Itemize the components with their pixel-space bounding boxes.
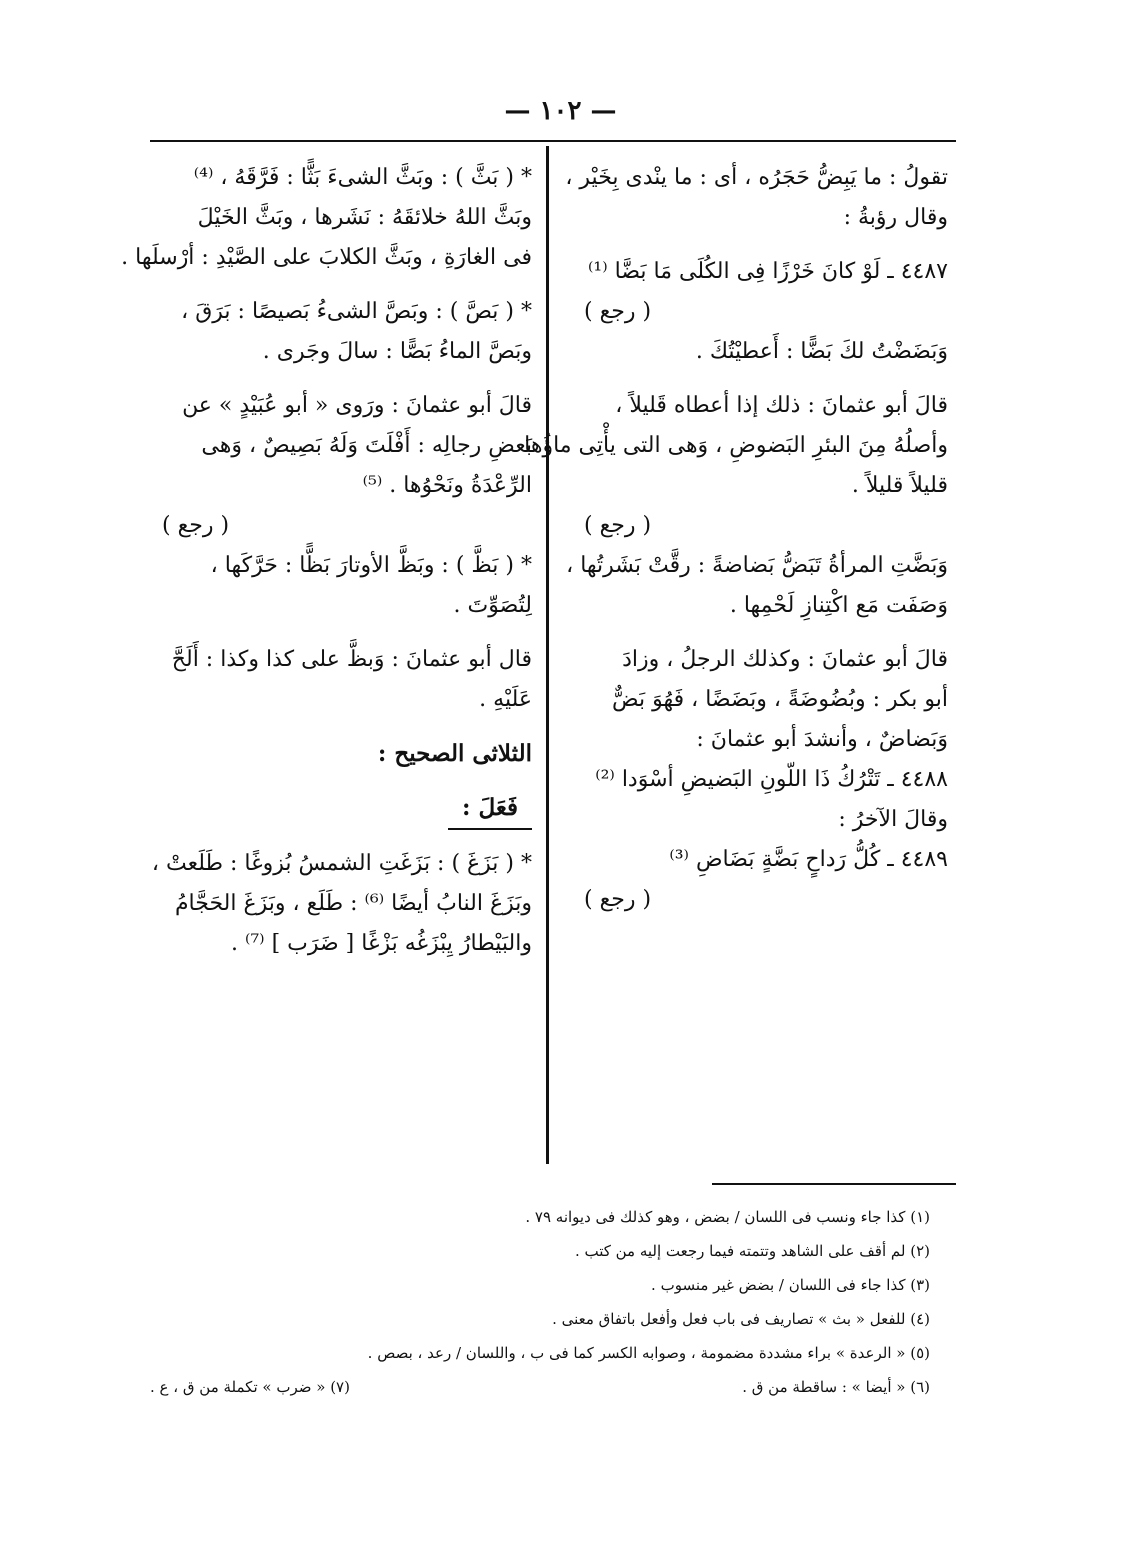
right-column — [524, 158, 948, 920]
text-line: قال أبو عثمانَ : وَبظَّ على كذا وكذا : أَلَحَّ — [171, 647, 532, 672]
footnote-row — [150, 1370, 930, 1404]
text-line: فى الغارَةِ ، وبَثَّ الكلابَ على الصَّيْدِ : أرْسلَها . — [121, 245, 532, 270]
footnote: (٥) « الرعدة » براء مشددة مضمومة ، وصوابه الكسر كما فى ب ، واللسان / رعد ، بصص . — [367, 1344, 930, 1362]
verse-4489: ٤٤٨٩ ـ كُلُّ رَداحٍ بَضَّةٍ بَضَاضِ ⁽³⁾ — [669, 847, 948, 872]
column-divider — [546, 146, 549, 1164]
reference-marker: ( رجع ) — [584, 513, 652, 538]
entry-line: * ( بَظَّ ) : وبَظَّ الأوتارَ بَظًّا : حَرَّكَها ، — [210, 553, 532, 578]
text-line: قالَ أبو عثمانَ : وكذلك الرجلُ ، وزادَ — [622, 647, 948, 672]
reference-marker: ( رجع ) — [162, 513, 230, 538]
text-line: بَعضِ رجالِه : أَفْلَتَ وَلَهُ بَصِيصٌ ، وَهى — [201, 433, 532, 458]
text-line: وبَزَغَ النابُ أيضًا ⁽⁶⁾ : طَلَع ، وبَزَغَ الحَجَّامُ — [174, 891, 532, 916]
entry-line: * ( بَزَغَ ) : بَزَغَتِ الشمسُ بُزوغًا : طَلَعتْ ، — [151, 851, 532, 876]
page-number: — ١٠٢ — — [504, 96, 617, 126]
footnote: (٦) « أيضا » : ساقطة من ق . — [742, 1378, 930, 1396]
text-line: تقولُ : ما يَبِضُّ حَجَرُه ، أى : ما ينْدى بِخَيْر ، — [565, 165, 948, 190]
left-column — [121, 158, 532, 964]
footnote: (٤) للفعل « بث » تصاريف فى باب فعل وأفعل باتفاق معنى . — [552, 1310, 930, 1328]
text-line: وبَثَّ اللهُ خلائقَهُ : نَشَرها ، وبَثَّ الخَيْلَ — [197, 205, 532, 230]
reference-marker: ( رجع ) — [584, 299, 652, 324]
pattern-label: فَعَلَ : — [448, 788, 532, 830]
text-line: وَبَضاضٌ ، وأنشدَ أبو عثمانَ : — [696, 727, 948, 752]
footnote: (٢) لم أقف على الشاهد وتتمته فيما رجعت إليه من كتب . — [574, 1242, 930, 1260]
section-heading: الثلاثى الصحيح : — [377, 740, 532, 767]
text-line: عَلَيْهِ . — [479, 687, 532, 712]
header-rule — [150, 140, 956, 142]
subsection-heading — [150, 788, 532, 830]
text-line: قالَ أبو عثمانَ : ورَوى « أبو عُبَيْدٍ » عن — [182, 393, 532, 418]
footnote: (٧) « ضرب » تكملة من ق ، ع . — [150, 1378, 350, 1396]
text-line: قالَ أبو عثمانَ : ذلك إذا أعطاه قَليلاً ، — [615, 393, 948, 418]
entry-line: * ( بَثَّ ) : وبَثَّ الشىءَ بَثًّا : فَرَّقَهُ ، ⁽⁴⁾ — [193, 165, 532, 190]
entry-line: * ( بَصَّ ) : وبَصَّ الشىءُ بَصيصًا : بَرَقَ ، — [181, 299, 532, 324]
text-line: قليلاً قليلاً . — [851, 473, 948, 498]
text-line: وقال رؤبةُ : — [843, 205, 948, 230]
text-line: أبو بكر : وبُضُوضَةً ، وبَضَضًا ، فَهُوَ بَضٌّ — [612, 687, 948, 712]
reference-marker: ( رجع ) — [584, 887, 652, 912]
text-line: الرِّعْدَةُ ونَحْوُها . ⁽⁵⁾ — [362, 473, 532, 498]
text-line: وقالَ الآخرُ : — [838, 807, 948, 832]
text-line: وأصلُهُ مِنَ البئرِ البَضوضِ ، وَهى التى يأْتِى ماؤُها — [524, 433, 948, 458]
footnotes — [150, 1200, 930, 1404]
text-line: وبَصَّ الماءُ بَصًّا : سالَ وجَرى . — [262, 339, 532, 364]
footnote: (١) كذا جاء ونسب فى اللسان / بضض ، وهو كذلك فى ديوانه ٧٩ . — [525, 1208, 930, 1226]
verse-4488: ٤٤٨٨ ـ تَتْرُكُ ذَا اللّونِ البَضيضِ أسْوَدا ⁽²⁾ — [595, 767, 948, 792]
text-line: وَبَضَضْتُ لكَ بَضًّا : أَعطيْتُكَ . — [695, 339, 948, 364]
footnote-rule — [712, 1183, 956, 1185]
text-line: والبَيْطارُ يِبْزَغُه بَزْغًا [ ضَرَب ] ⁽⁷⁾ . — [230, 931, 532, 956]
text-line: لِتُصَوِّتَ . — [453, 593, 532, 618]
footnote: (٣) كذا جاء فى اللسان / بضض غير منسوب . — [651, 1276, 930, 1294]
text-line: وَبَضَّتِ المرأةُ تَبَضُّ بَضاضةً : رقَّتْ بَشَرتُها ، — [566, 553, 948, 578]
verse-4487: ٤٤٨٧ ـ لَوْ كانَ خَرْزًا فِى الكُلَى مَا بَضَّا ⁽¹⁾ — [588, 259, 948, 284]
text-line: وَصَفَت مَع اكْتِنازِ لَحْمِها . — [729, 593, 948, 618]
